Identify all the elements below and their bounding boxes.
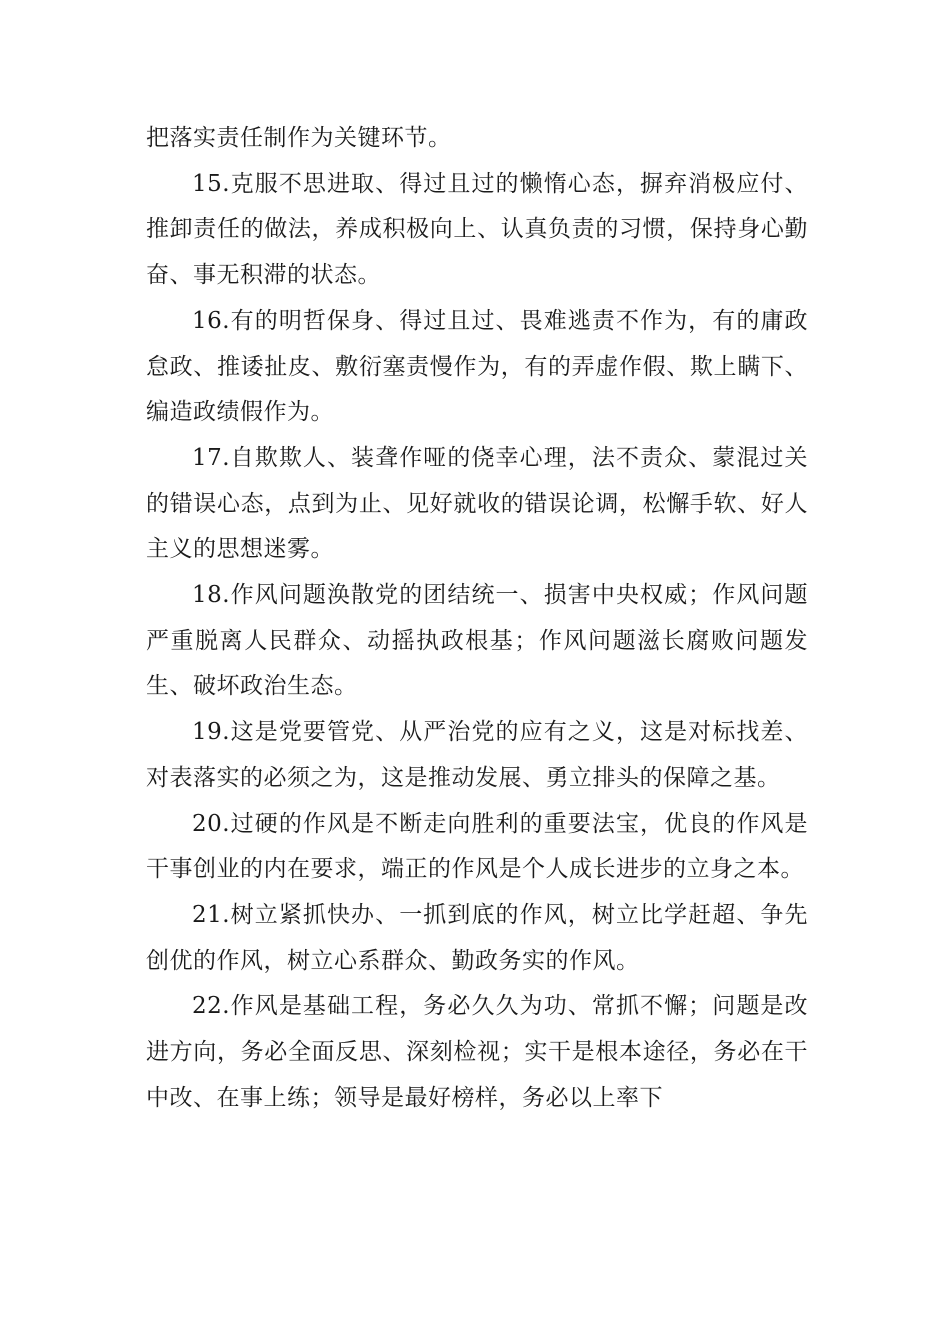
paragraph-item-17: 17.自欺欺人、装聋作哑的侥幸心理，法不责众、蒙混过关的错误心态，点到为止、见好就收的错误论调，松懈手软、好人主义的思想迷雾。 [146,444,808,563]
paragraph-item-18: 18.作风问题涣散党的团结统一、损害中央权威；作风问题严重脱离人民群众、动摇执政根基；作风问题滋长腐败问题发生、破坏政治生态。 [146,582,808,700]
paragraph-item-20: 20.过硬的作风是不断走向胜利的重要法宝，优良的作风是干事创业的内在要求，端正的作风是个人成长进步的立身之本。 [146,810,808,883]
paragraph-item-19: 19.这是党要管党、从严治党的应有之义，这是对标找差、对表落实的必须之为，这是推动发展、勇立排头的保障之基。 [146,719,808,791]
document-body [146,116,808,1121]
paragraph-item-15: 15.克服不思进取、得过且过的懒惰心态，摒弃消极应付、推卸责任的做法，养成积极向上、认真负责的习惯，保持身心勤奋、事无积滞的状态。 [146,170,808,289]
paragraph-item-21: 21.树立紧抓快办、一抓到底的作风，树立比学赶超、争先创优的作风，树立心系群众、勤政务实的作风。 [146,901,808,974]
paragraph-item-16: 16.有的明哲保身、得过且过、畏难逃责不作为，有的庸政怠政、推诿扯皮、敷衍塞责慢作为，有的弄虚作假、欺上瞒下、编造政绩假作为。 [146,307,808,426]
paragraph-continuation: 把落实责任制作为关键环节。 [146,125,452,151]
paragraph-item-22: 22.作风是基础工程，务必久久为功、常抓不懈；问题是改进方向，务必全面反思、深刻检视；实干是根本途径，务必在干中改、在事上练；领导是最好榜样，务必以上率下 [146,993,808,1111]
